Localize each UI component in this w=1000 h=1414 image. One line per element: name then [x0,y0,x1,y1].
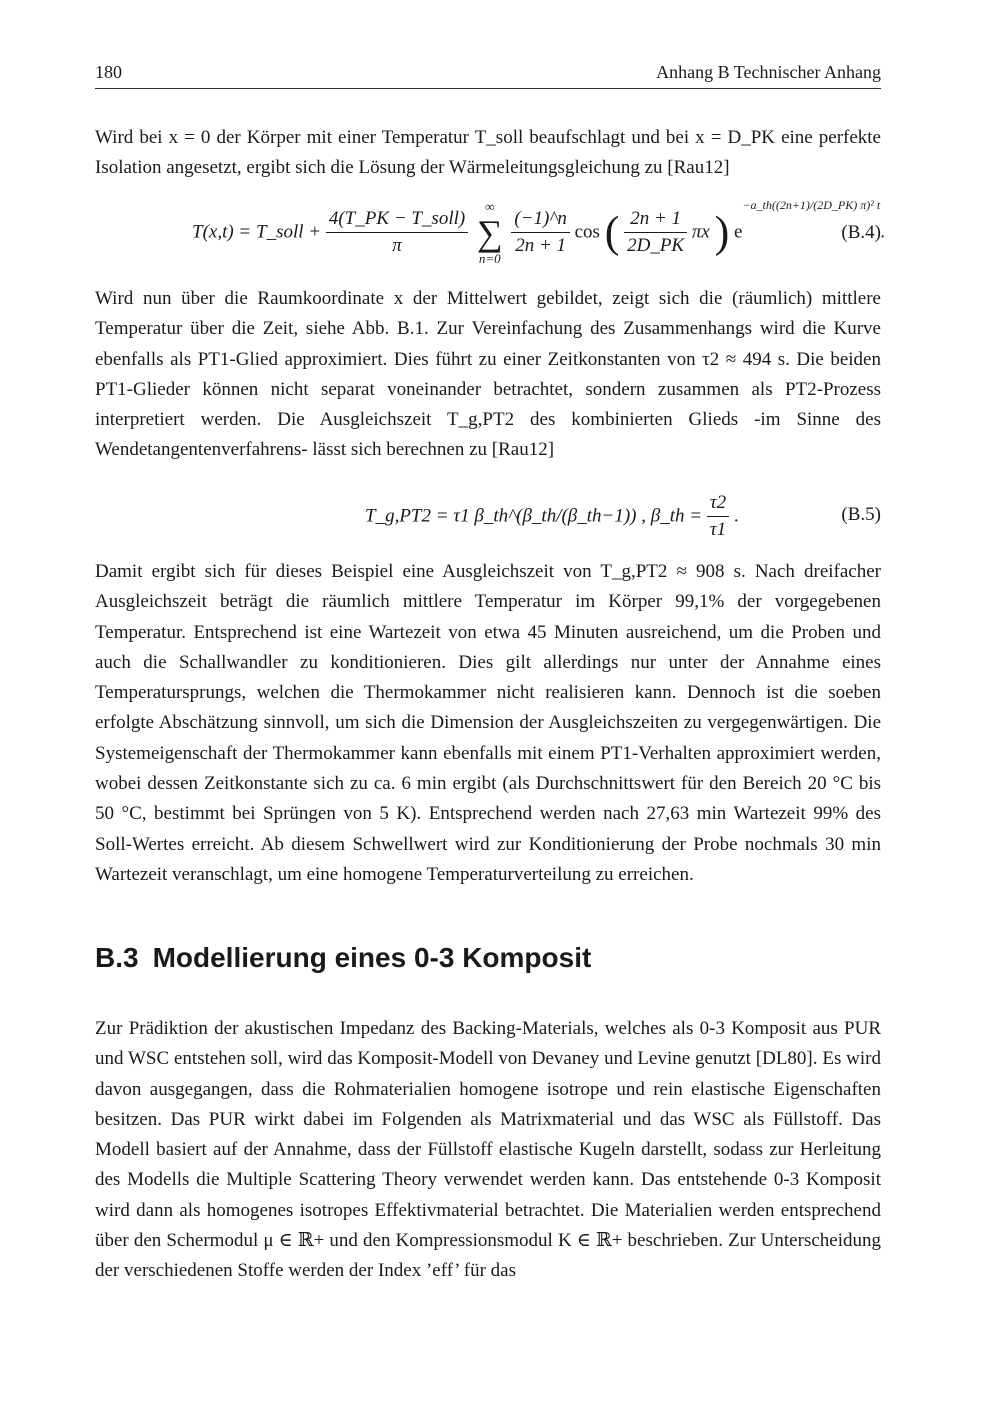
eq-b4-end: . [880,221,885,243]
section-title: Modellierung eines 0-3 Komposit [152,942,592,973]
section-number: B.3 [95,942,139,973]
paragraph-composite-model: Zur Prädiktion der akustischen Impedanz des Backing-Materials, welches als 0-3 Komposit aus PUR und WSC entstehen soll, wird das Komposit-Modell von Devaney und Levine genutzt [DL80]. Es wird davon ausgegangen, dass die Rohmaterialien homogene isotrope und rein elastische Eigenschaften besitzen. Das PUR wirkt dabei im Folgenden als Matrixmaterial und das WSC als Füllstoff. Das Modell basiert auf der Annahme, dass der Füllstoff elastische Kugeln darstellt, sodass zur Herleitung des Modells die Multiple Scattering Theory verwendet werden kann. Das entstehende 0-3 Komposit wird dann als homogenes isotropes Effektivmaterial betrachtet. Die Materialien werden entsprechend über den Schermodul μ ∈ ℝ+ und den Kompressionsmodul K ∈ ℝ+ beschrieben. Zur Unterscheidung der verschiedenen Stoffe werden der Index ’eff’ für das [95,1018,881,1282]
eq-b4-term [511,208,570,257]
paragraph-intro: Wird bei x = 0 der Körper mit einer Temperatur T_soll beaufschlagt und bei x = D_PK eine perfekte Isolation angesetzt, ergibt sich die Lösung der Wärmeleitungsgleichung zu [Rau12] [95,127,881,179]
page-header [95,60,881,89]
paragraph-mean-temperature: Wird nun über die Raumkoordinate x der Mittelwert gebildet, zeigt sich die (räumlich) mittlere Temperatur über die Zeit, siehe Abb. B.1. Zur Vereinfachung des Zusammenhangs wird die Kurve ebenfalls als PT1-Glied approximiert. Dies führt zu einer Zeitkonstanten von τ2 ≈ 494 s. Die beiden PT1-Glieder können nicht separat voneinander betrachtet, sondern zusammen als PT2-Prozess interpretiert werden. Die Ausgleichszeit T_g,PT2 des kombinierten Glieds -im Sinne des Wendetangentenverfahrens- lässt sich berechnen zu [Rau12] [95,288,881,461]
eq-b4-term-den: 2n + 1 [515,235,567,257]
paragraph-settling-time: Damit ergibt sich für dieses Beispiel eine Ausgleichszeit von T_g,PT2 ≈ 908 s. Nach dreifacher Ausgleichszeit beträgt die räumlich mittlere Temperatur im Körper 99,1% der vorgegebenen Temperatur. Entsprechend ist eine Wartezeit von etwa 45 Minuten ausreichend, um die Proben und auch die Schallwandler zu konditionieren. Dies gilt allerdings nur unter der Annahme eines Temperatursprungs, welchen die Thermokammer nicht realisieren kann. Dennoch ist die soeben erfolgte Abschätzung sinnvoll, um sich die Dimension der Ausgleichszeiten zu vergegenwärtigen. Die Systemeigenschaft der Thermokammer kann ebenfalls mit einem PT1-Verhalten approximiert werden, wobei dessen Zeitkonstante sich zu ca. 6 min ergibt (als Durchschnittswert für den Bereich 20 °C bis 50 °C, bestimmt bei Sprüngen von 5 K). Entsprechend werden nach 27,63 min Wartezeit 99% des Soll-Wertes erreicht. Ab diesem Schwellwert wird zur Konditionierung der Probe nochmals 30 min Wartezeit veranschlagt, um eine homogene Temperaturverteilung zu erreichen. [95,561,881,885]
eq-b4-term-num: (−1)^n [511,208,570,233]
eq-b4-coefficient [326,208,468,257]
eq-b4-sum-lower: n=0 [478,250,501,266]
eq-b4-arg-den: 2D_PK [627,235,685,257]
eq-b4-sum-upper: ∞ [485,198,495,214]
equation-number-b4: (B.4) [841,222,881,243]
eq-b4-exp-base: e [733,221,743,243]
eq-b4-coef-den: π [392,235,402,257]
eq-b5-ratio [707,492,729,541]
equation-number-b5: (B.5) [841,504,881,525]
page-number: 180 [95,62,122,82]
eq-b5-lhs: T_g,PT2 = τ1 β_th^(β_th/(β_th−1)) , β_th = [365,505,703,527]
eq-b4-coef-num: 4(T_PK − T_soll) [326,208,468,233]
right-paren-glyph: ) [714,207,730,257]
eq-b4-argument [624,208,687,257]
running-chapter-title: Anhang B Technischer Anhang [656,62,881,82]
eq-b5-rhs-num: τ2 [707,492,729,517]
eq-b5-rhs-den: τ1 [709,519,727,540]
eq-b4-cos: cos [574,221,600,243]
eq-b4-sum [477,199,503,267]
section-heading [95,942,591,974]
equation-b4 [95,198,885,274]
left-paren-glyph: ( [604,207,620,257]
eq-b5-end: . [733,505,739,527]
eq-b4-lhs: T(x,t) = T_soll + [192,221,322,243]
sigma-symbol: ∑ [476,212,503,253]
eq-b4-exponent: −a_th((2n+1)/(2D_PK) π)² t [742,198,881,212]
equation-b5 [95,486,881,548]
eq-b4-arg-tail: πx [691,221,710,243]
eq-b4-arg-num: 2n + 1 [624,208,687,233]
